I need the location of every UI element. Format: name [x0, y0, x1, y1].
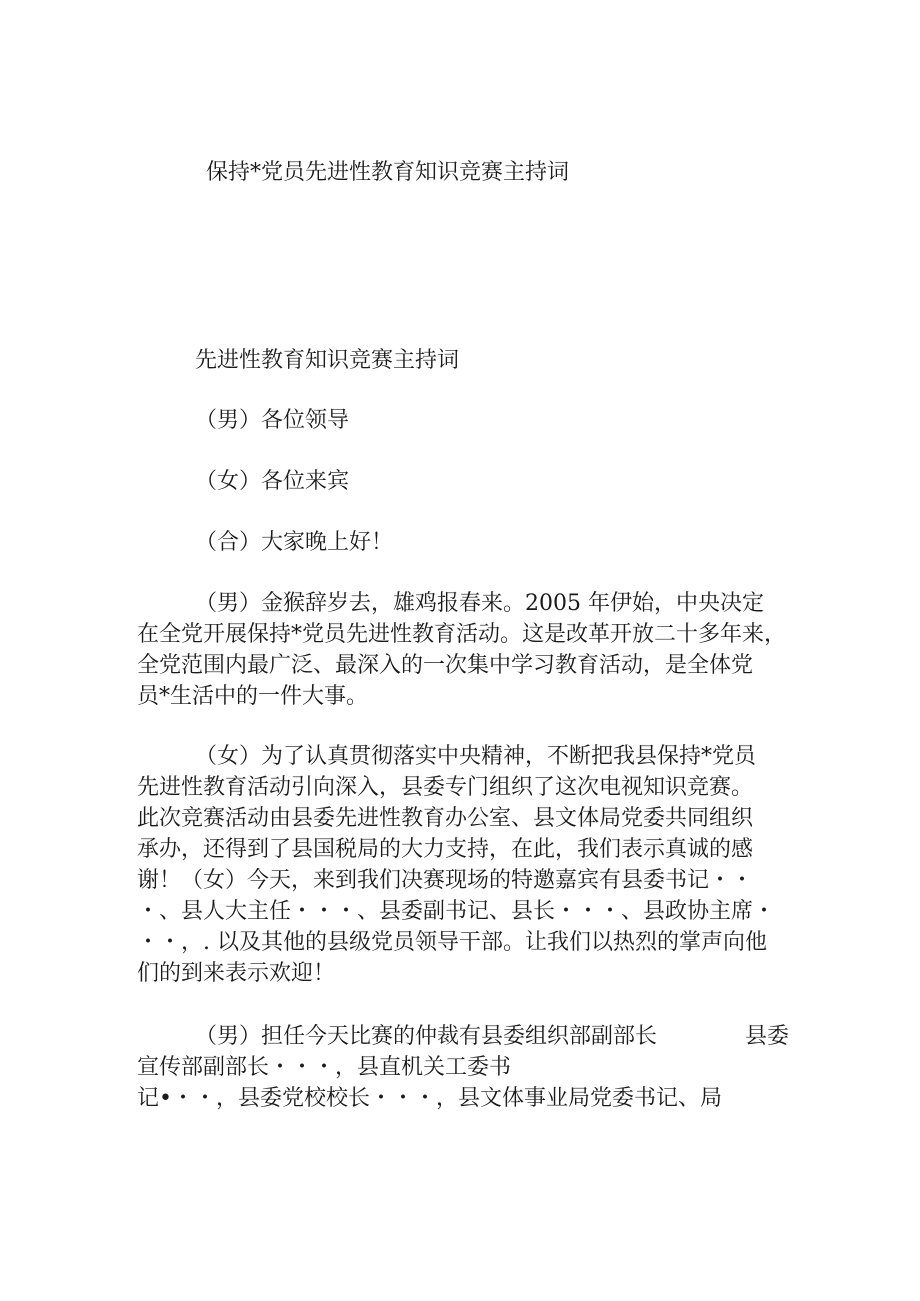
paragraph-line: 全党范围内最广泛、最深入的一次集中学习教育活动，是全体党	[137, 653, 754, 678]
section-subtitle: 先进性教育知识竞赛主持词	[195, 348, 460, 373]
paragraph-opening	[137, 588, 789, 712]
paragraph-guests	[137, 741, 789, 989]
paragraph-line: 在全党开展保持*党员先进性教育活动。这是改革开放二十多年来，	[137, 622, 787, 647]
paragraph-line: 员*生活中的一件大事。	[137, 684, 369, 709]
paragraph-line: 们的到来表示欢迎！	[137, 961, 336, 986]
paragraph-line: 记•・・，县委党校校长・・・，县文体事业局党委书记、局	[137, 1086, 722, 1111]
paragraph-line: （男）金猴辞岁去，雄鸡报春来。2005 年伊始，中央决定	[195, 591, 764, 616]
greeting-line: （男）各位领导	[195, 408, 350, 433]
paragraph-line: （女）为了认真贯彻落实中央精神，不断把我县保持*党员	[195, 744, 757, 769]
paragraph-line-right: 县委	[744, 1024, 789, 1049]
paragraph-line: 此次竞赛活动由县委先进性教育办公室、县文体局党委共同组织	[137, 806, 754, 831]
paragraph-judges	[137, 1021, 789, 1114]
paragraph-line: 承办，还得到了县国税局的大力支持，在此，我们表示真诚的感	[137, 837, 754, 862]
paragraph-line: 谢！（女）今天，来到我们决赛现场的特邀嘉宾有县委书记・・	[137, 868, 754, 893]
greeting-line: （女）各位来宾	[195, 469, 350, 494]
greeting-line: （合）大家晚上好！	[195, 530, 394, 555]
paragraph-line-left: （男）担任今天比赛的仲裁有县委组织部副部长	[195, 1024, 658, 1049]
paragraph-line	[137, 1021, 789, 1052]
paragraph-line: 先进性教育活动引向深入，县委专门组织了这次电视知识竞赛。	[137, 775, 754, 800]
paragraph-line: ・・，. 以及其他的县级党员领导干部。让我们以热烈的掌声向他	[137, 930, 767, 955]
paragraph-line: 宣传部副部长・・・，县直机关工委书	[137, 1055, 512, 1080]
document-title: 保持*党员先进性教育知识竞赛主持词	[206, 160, 570, 185]
paragraph-line: ・、县人大主任・・・、县委副书记、县长・・・、县政协主席・	[137, 899, 776, 924]
